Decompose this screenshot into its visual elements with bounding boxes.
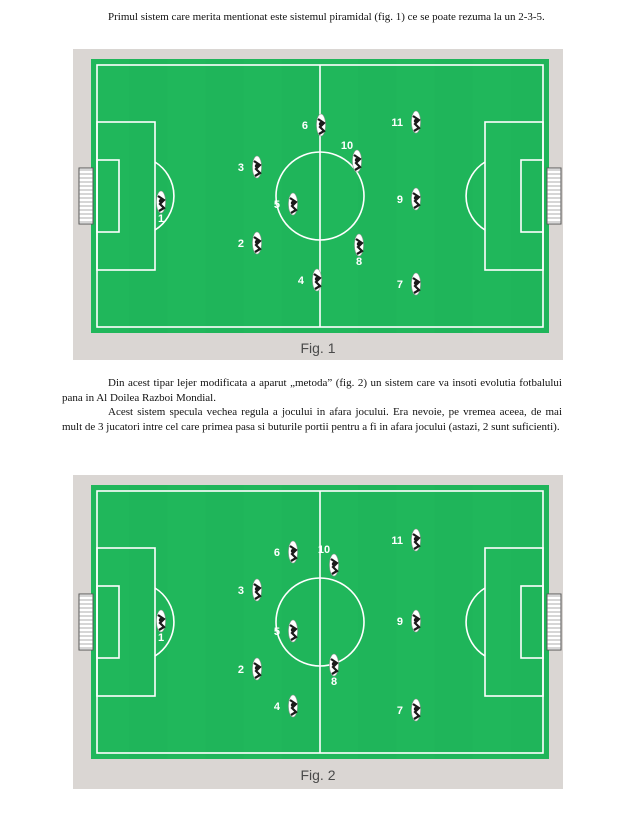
player-number: 4 [297,275,304,287]
right-goal-net [547,594,561,650]
grass-stripe [320,59,358,333]
pitch [91,59,549,333]
player-number: 3 [237,585,244,597]
player-head [355,158,359,162]
player-number: 10 [340,140,354,152]
left-goal-net [79,594,93,650]
grass-stripe [473,485,511,759]
goal-frame [79,168,93,224]
player-number: 6 [273,547,280,559]
grass-stripe [473,59,511,333]
player-head [357,242,361,246]
figure-1 [73,49,563,360]
paragraph-intro: Primul sistem care merita mentionat este sistemul piramidal (fig. 1) ce se poate rezuma la un 2-3-5. [108,11,545,23]
player-head [255,666,259,670]
player-head [315,277,319,281]
player-number: 1 [157,632,165,644]
player-head [414,119,418,123]
left-goal-net [79,168,93,224]
player-number: 4 [273,701,280,713]
paragraph-metoda: Din acest tipar lejer modificata a aparut „metoda” (fig. 2) un sistem care va insoti evolutia fotbalului pana in Al Doilea Razboi Mondial. [62,377,562,404]
grass-stripe [317,485,358,759]
player-number: 3 [237,162,244,174]
player-number: 11 [391,117,403,129]
goal-frame [79,594,93,650]
player-number: 9 [396,194,403,206]
figure-caption-1: Fig. 1 [300,340,336,356]
player-head [159,618,163,622]
grass-stripe [167,485,205,759]
pitch-diagram-2 [73,475,563,789]
player-head [414,537,418,541]
player-number: 7 [396,705,403,717]
goal-frame [547,594,561,650]
player-number: 8 [355,256,363,268]
player-number: 9 [396,616,403,628]
player-number: 7 [396,279,403,291]
pitch [91,485,549,759]
player-head [159,199,163,203]
player-head [255,240,259,244]
right-goal-net [547,168,561,224]
player-number: 2 [237,238,244,250]
goal-frame [547,168,561,224]
player-head [414,618,418,622]
player-head [414,196,418,200]
player-head [291,549,295,553]
player-number: 1 [157,213,165,225]
player-number: 11 [391,535,403,547]
player-head [414,281,418,285]
player-head [332,662,336,666]
player-number: 5 [273,199,280,211]
player-head [319,122,323,126]
player-number: 8 [330,676,338,688]
player-head [291,628,295,632]
grass-stripe [167,59,205,333]
player-number: 10 [317,544,331,556]
figure-caption-2: Fig. 2 [300,767,336,783]
player-head [255,164,259,168]
player-number: 5 [273,626,280,638]
player-number: 2 [237,664,244,676]
player-head [332,562,336,566]
pitch-diagram-1 [73,49,563,360]
player-head [255,587,259,591]
paragraph-offside: Acest sistem specula vechea regula a jocului in afara jocului. Era nevoie, pe vremea aceea, de mai mult de 3 jucatori intre cel care primea pasa si buturile portii pentru a fi in afara jocului (astazi, 2 sunt suficienti). [62,406,562,433]
figure-2 [73,475,563,789]
player-head [291,201,295,205]
player-head [291,703,295,707]
player-number: 6 [301,120,308,132]
player-head [414,707,418,711]
